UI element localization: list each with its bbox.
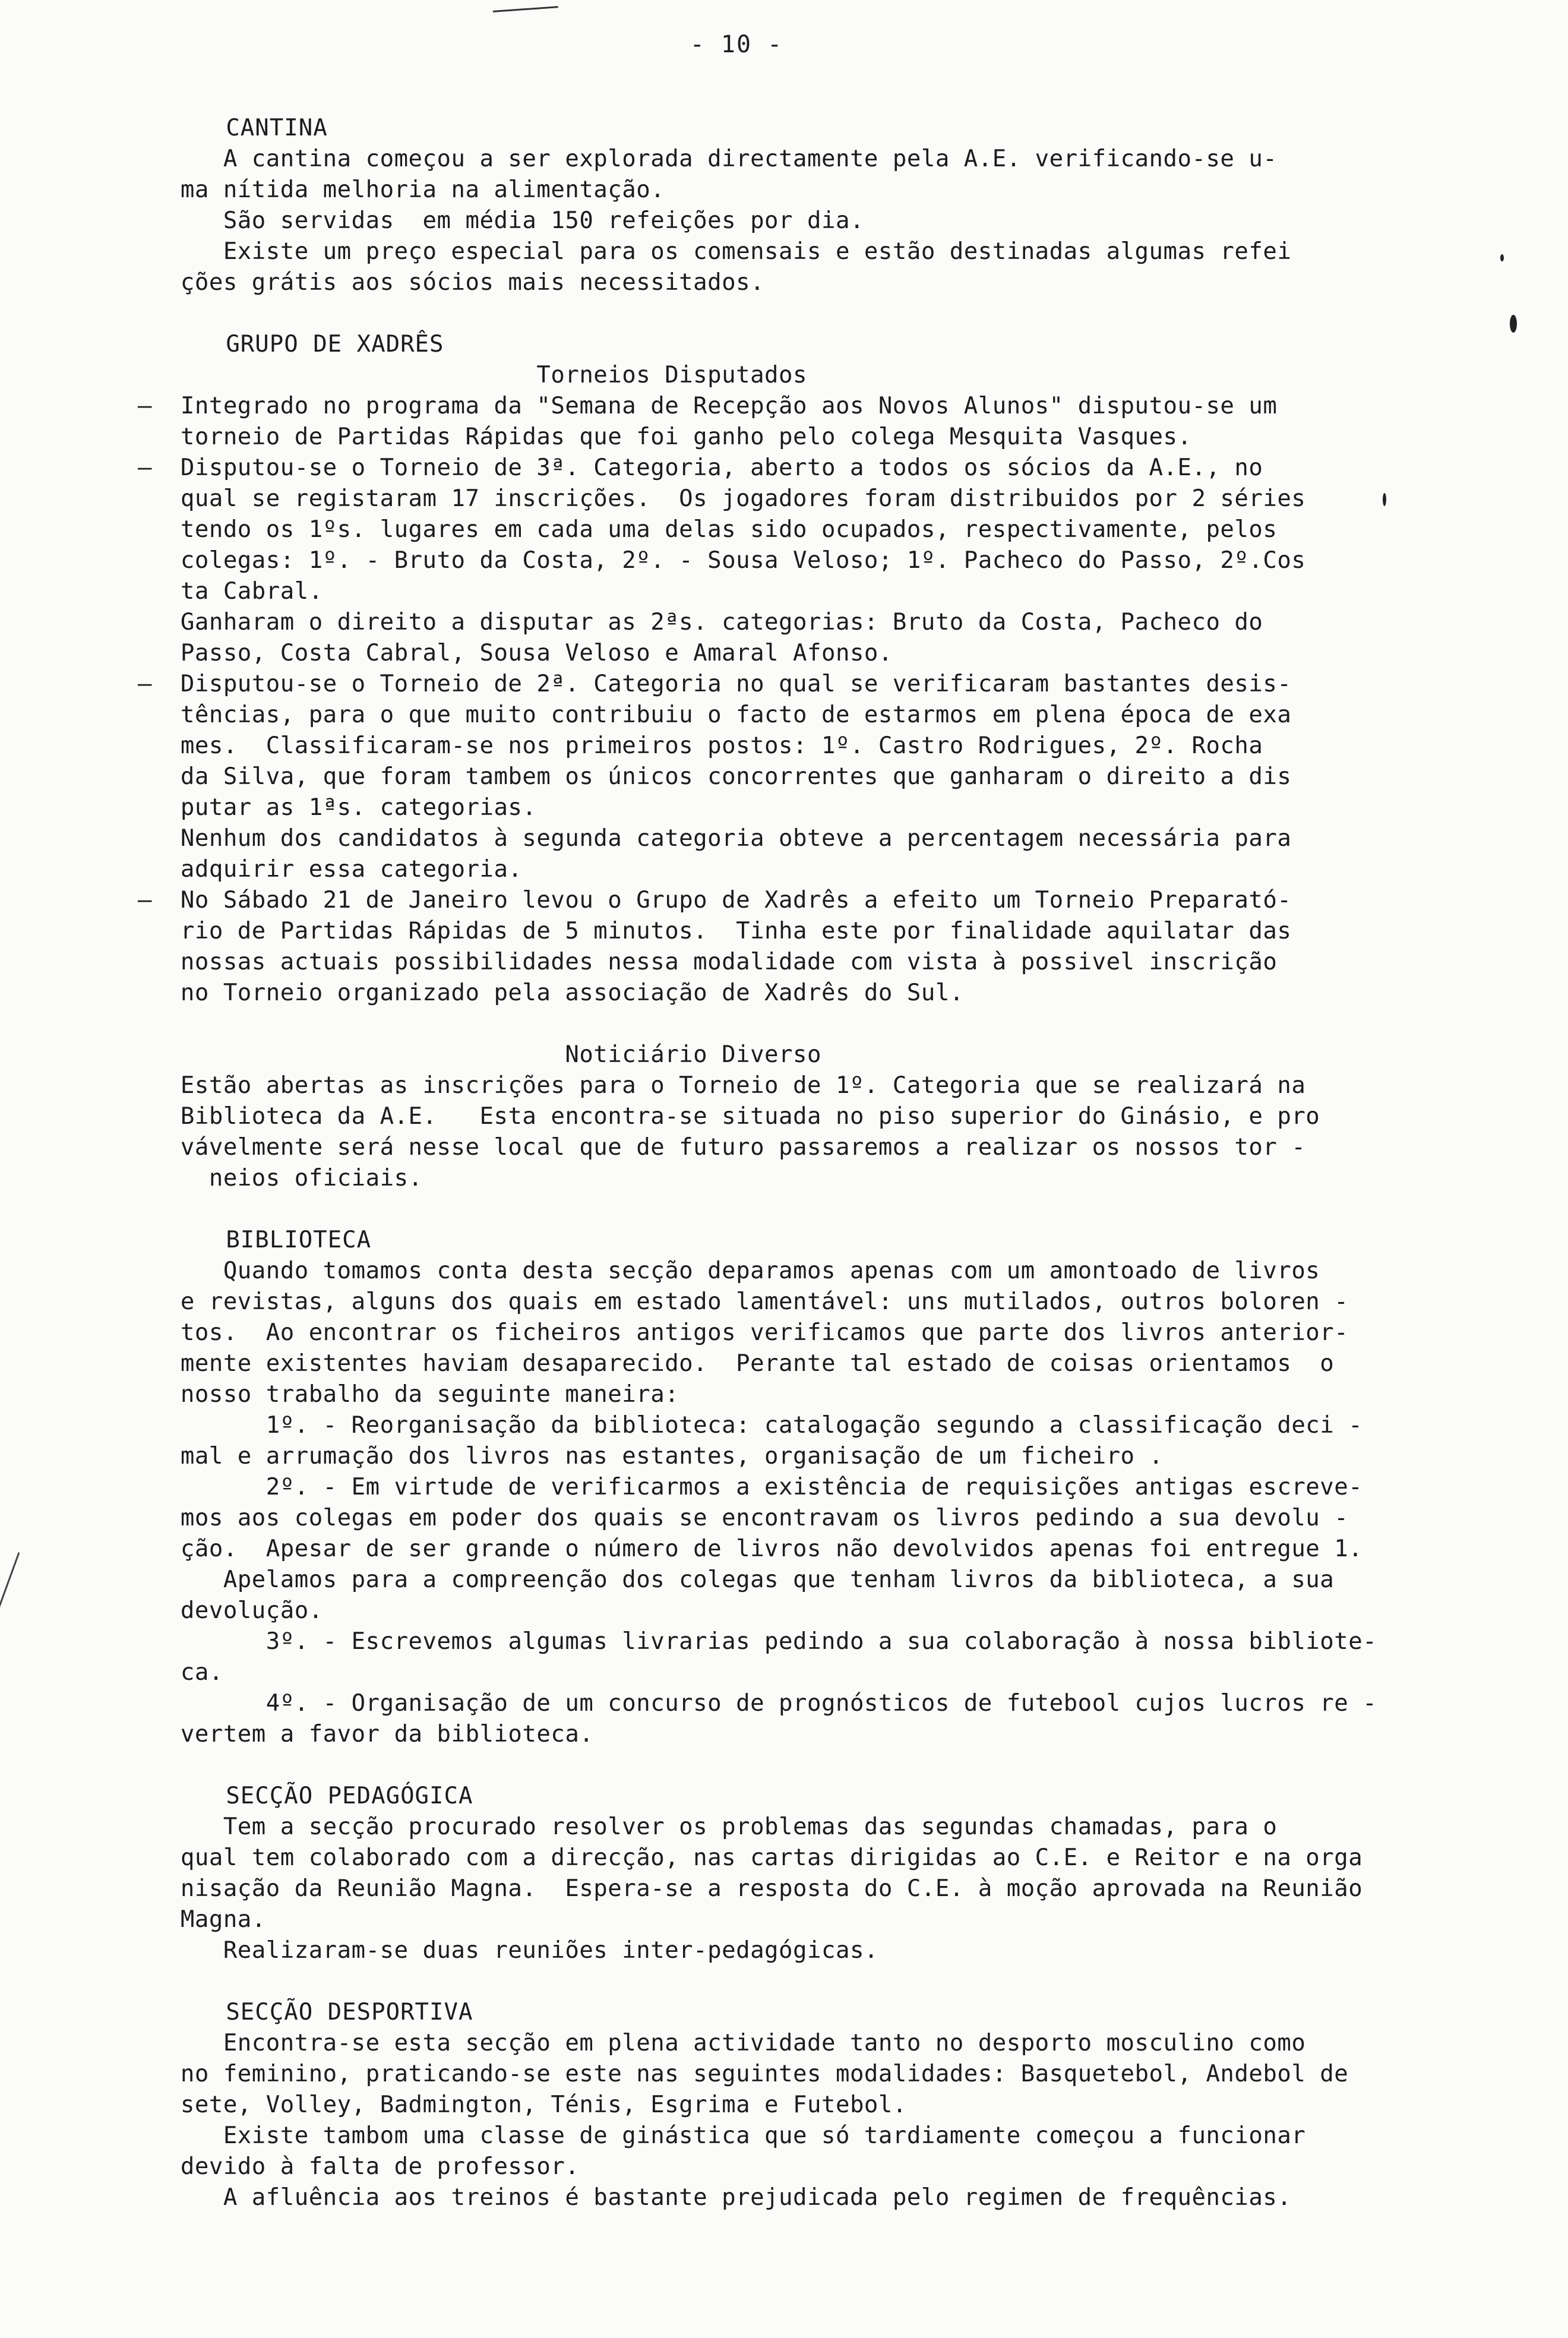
- section-heading: BIBLIOTECA: [95, 1227, 372, 1253]
- text-line: Torneios Disputados: [95, 362, 807, 388]
- text-line: Noticiário Diverso: [95, 1041, 821, 1068]
- text-line: mal e arrumação dos livros nas estantes, organisação de um ficheiro .: [95, 1443, 1164, 1470]
- text-line: — Disputou-se o Torneio de 2ª. Categoria no qual se verificaram bastantes desis-: [95, 671, 1292, 697]
- text-line: neios oficiais.: [95, 1165, 423, 1192]
- text-line: torneio de Partidas Rápidas que foi ganho pelo colega Mesquita Vasques.: [95, 424, 1192, 450]
- text-line: vertem a favor da biblioteca.: [95, 1721, 594, 1748]
- text-line: mente existentes haviam desaparecido. Perante tal estado de coisas orientamos o: [95, 1350, 1335, 1377]
- text-line: 3º. - Escrevemos algumas livrarias pedindo a sua colaboração à nossa bibliote-: [95, 1628, 1377, 1655]
- scan-stroke: [0, 1552, 20, 1620]
- text-line: [95, 1750, 1342, 1781]
- text-line: [95, 298, 1342, 329]
- text-line: tendo os 1ºs. lugares em cada uma delas sido ocupados, respectivamente, pelos: [95, 516, 1278, 543]
- text-line: ta Cabral.: [95, 578, 323, 605]
- text-line: mes. Classificaram-se nos primeiros postos: 1º. Castro Rodrigues, 2º. Rocha: [95, 732, 1263, 759]
- text-line: tências, para o que muito contribuiu o facto de estarmos em plena época de exa: [95, 702, 1292, 728]
- text-line: 4º. - Organisação de um concurso de prognósticos de futebool cujos lucros re -: [95, 1690, 1377, 1717]
- text-line: Realizaram-se duas reuniões inter-pedagógicas.: [95, 1937, 878, 1964]
- text-line: ção. Apesar de ser grande o número de livros não devolvidos apenas foi entregue 1.: [95, 1536, 1363, 1562]
- text-line: qual tem colaborado com a direcção, nas cartas dirigidas ao C.E. e Reitor e na orga: [95, 1844, 1363, 1871]
- text-line: devido à falta de professor.: [95, 2153, 580, 2180]
- text-line: [95, 1009, 1342, 1040]
- text-line: ma nítida melhoria na alimentação.: [95, 176, 665, 203]
- text-line: mos aos colegas em poder dos quais se encontravam os livros pedindo a sua devolu -: [95, 1505, 1349, 1531]
- text-line: ca.: [95, 1659, 223, 1686]
- text-line: nossas actuais possibilidades nessa modalidade com vista à possivel inscrição: [95, 949, 1278, 975]
- text-line: 1º. - Reorganisação da biblioteca: catalogação segundo a classificação deci -: [95, 1412, 1363, 1439]
- page-number: - 10 -: [690, 31, 783, 58]
- scan-speck: [1383, 493, 1386, 506]
- text-line: nosso trabalho da seguinte maneira:: [95, 1381, 679, 1408]
- text-line: Estão abertas as inscrições para o Torneio de 1º. Categoria que se realizará na: [95, 1072, 1306, 1099]
- text-line: nisação da Reunião Magna. Espera-se a resposta do C.E. à moção aprovada na Reunião: [95, 1875, 1363, 1902]
- section-heading: CANTINA: [95, 115, 328, 141]
- text-line: 2º. - Em virtude de verificarmos a existência de requisições antigas escreve-: [95, 1474, 1363, 1500]
- text-line: tos. Ao encontrar os ficheiros antigos verificamos que parte dos livros anterior-: [95, 1319, 1349, 1346]
- text-line: Magna.: [95, 1906, 266, 1933]
- text-line: no feminino, praticando-se este nas seguintes modalidades: Basquetebol, Andebol de: [95, 2061, 1349, 2087]
- text-line: A cantina começou a ser explorada directamente pela A.E. verificando-se u-: [95, 146, 1278, 172]
- text-line: Nenhum dos candidatos à segunda categoria obteve a percentagem necessária para: [95, 825, 1292, 852]
- text-line: Apelamos para a compreenção dos colegas que tenham livros da biblioteca, a sua: [95, 1566, 1335, 1593]
- text-line: Quando tomamos conta desta secção deparamos apenas com um amontoado de livros: [95, 1258, 1320, 1284]
- text-line: São servidas em média 150 refeições por dia.: [95, 207, 864, 234]
- text-line: sete, Volley, Badmington, Ténis, Esgrima e Futebol.: [95, 2091, 907, 2118]
- section-heading: SECÇÃO PEDAGÓGICA: [95, 1783, 473, 1809]
- text-line: no Torneio organizado pela associação de Xadrês do Sul.: [95, 980, 964, 1006]
- text-line: [95, 1194, 1342, 1225]
- section-heading: SECÇÃO DESPORTIVA: [95, 1999, 473, 2026]
- text-line: e revistas, alguns dos quais em estado lamentável: uns mutilados, outros boloren -: [95, 1288, 1349, 1315]
- text-line: da Silva, que foram tambem os únicos concorrentes que ganharam o direito a dis: [95, 763, 1292, 790]
- text-line: Passo, Costa Cabral, Sousa Veloso e Amaral Afonso.: [95, 640, 893, 666]
- text-line: Ganharam o direito a disputar as 2ªs. categorias: Bruto da Costa, Pacheco do: [95, 609, 1263, 636]
- section-heading: GRUPO DE XADRÊS: [95, 331, 444, 358]
- text-line: qual se registaram 17 inscrições. Os jogadores foram distribuidos por 2 séries: [95, 485, 1306, 512]
- text-line: putar as 1ªs. categorias.: [95, 794, 537, 821]
- text-line: Biblioteca da A.E. Esta encontra-se situada no piso superior do Ginásio, e pro: [95, 1103, 1320, 1130]
- text-line: Encontra-se esta secção em plena actividade tanto no desporto mosculino como: [95, 2030, 1306, 2056]
- text-line: Existe tambom uma classe de ginástica que só tardiamente começou a funcionar: [95, 2122, 1306, 2149]
- scan-speck: [1510, 315, 1517, 333]
- text-line: [95, 1966, 1342, 1997]
- text-line: devolução.: [95, 1597, 323, 1624]
- scan-speck: [1500, 254, 1504, 261]
- text-line: A afluência aos treinos é bastante prejudicada pelo regimen de frequências.: [95, 2184, 1292, 2211]
- text-line: Tem a secção procurado resolver os problemas das segundas chamadas, para o: [95, 1813, 1278, 1840]
- text-line: vávelmente será nesse local que de futuro passaremos a realizar os nossos tor -: [95, 1134, 1306, 1161]
- text-line: adquirir essa categoria.: [95, 856, 523, 883]
- document-body: [95, 113, 1377, 2213]
- ink-mark: [493, 6, 558, 16]
- text-line: ções grátis aos sócios mais necessitados.: [95, 269, 765, 296]
- text-line: Existe um preço especial para os comensais e estão destinadas algumas refei: [95, 238, 1292, 265]
- text-line: — Disputou-se o Torneio de 3ª. Categoria, aberto a todos os sócios da A.E., no: [95, 454, 1263, 481]
- text-line: — No Sábado 21 de Janeiro levou o Grupo de Xadrês a efeito um Torneio Preparató-: [95, 887, 1292, 914]
- text-line: colegas: 1º. - Bruto da Costa, 2º. - Sousa Veloso; 1º. Pacheco do Passo, 2º.Cos: [95, 547, 1306, 574]
- text-line: rio de Partidas Rápidas de 5 minutos. Tinha este por finalidade aquilatar das: [95, 918, 1292, 944]
- text-line: — Integrado no programa da "Semana de Recepção aos Novos Alunos" disputou-se um: [95, 393, 1278, 419]
